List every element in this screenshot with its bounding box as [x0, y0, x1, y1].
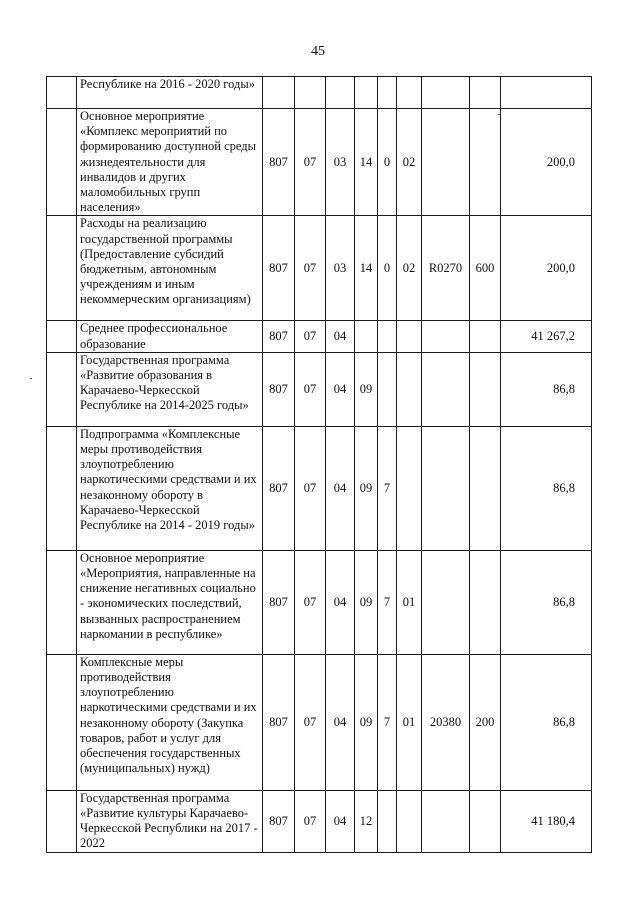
- code-direction: [422, 77, 470, 109]
- row-number-cell: [47, 352, 77, 426]
- amount: 86,8: [501, 654, 592, 790]
- code-section: 07: [295, 654, 326, 790]
- code-subsection: 04: [326, 352, 355, 426]
- table-row: [47, 550, 592, 654]
- row-name: Основное мероприятие «Мероприятия, направленные на снижение негативных социально - экономических последствий, вызванных распространением наркомании в республике»: [77, 550, 263, 654]
- row-number-cell: [47, 790, 77, 852]
- code-measure: 01: [397, 654, 422, 790]
- row-number-cell: [47, 550, 77, 654]
- code-direction: [422, 352, 470, 426]
- code-section: 07: [295, 550, 326, 654]
- table-row: [47, 654, 592, 790]
- code-section: 07: [295, 321, 326, 352]
- row-name: Государственная программа «Развитие образования в Карачаево-Черкесской Республике на 2014-2025 годы»: [77, 352, 263, 426]
- code-ved: 807: [263, 216, 295, 321]
- table-row: [47, 426, 592, 550]
- code-measure: [397, 352, 422, 426]
- row-name: Среднее профессиональное образование: [77, 321, 263, 352]
- code-program: 09: [355, 550, 378, 654]
- code-section: 07: [295, 216, 326, 321]
- code-direction: R0270: [422, 216, 470, 321]
- code-program: 12: [355, 790, 378, 852]
- table-row: [47, 352, 592, 426]
- code-measure: [397, 426, 422, 550]
- code-measure: [397, 790, 422, 852]
- code-subprogram: 0: [378, 109, 397, 216]
- code-expense-type: 600: [470, 216, 501, 321]
- row-number-cell: [47, 426, 77, 550]
- code-subprogram: [378, 352, 397, 426]
- row-name: Республике на 2016 - 2020 годы»: [77, 77, 263, 109]
- code-direction: [422, 550, 470, 654]
- code-program: [355, 321, 378, 352]
- code-measure: [397, 321, 422, 352]
- code-ved: [263, 77, 295, 109]
- code-section: 07: [295, 790, 326, 852]
- code-subprogram: [378, 790, 397, 852]
- code-direction: [422, 109, 470, 216]
- amount: 86,8: [501, 352, 592, 426]
- amount: 41 267,2: [501, 321, 592, 352]
- row-number-cell: [47, 654, 77, 790]
- code-subprogram: [378, 321, 397, 352]
- code-program: [355, 77, 378, 109]
- table-row: [47, 321, 592, 352]
- code-expense-type: [470, 352, 501, 426]
- row-number-cell: [47, 321, 77, 352]
- row-number-cell: [47, 109, 77, 216]
- code-measure: [397, 77, 422, 109]
- code-direction: [422, 426, 470, 550]
- table-row: [47, 77, 592, 109]
- amount: 86,8: [501, 550, 592, 654]
- code-expense-type: [470, 550, 501, 654]
- code-subsection: 03: [326, 109, 355, 216]
- code-ved: 807: [263, 426, 295, 550]
- code-subprogram: 7: [378, 426, 397, 550]
- code-ved: 807: [263, 654, 295, 790]
- code-program: 14: [355, 109, 378, 216]
- code-subsection: 03: [326, 216, 355, 321]
- code-expense-type: 200: [470, 654, 501, 790]
- row-name: Комплексные меры противодействия злоупотреблению наркотическими средствами и их незаконному обороту (Закупка товаров, работ и услуг для обеспечения государственных (муниципальных) нужд): [77, 654, 263, 790]
- table-row: [47, 216, 592, 321]
- code-expense-type: [470, 321, 501, 352]
- table-row: [47, 109, 592, 216]
- code-direction: 20380: [422, 654, 470, 790]
- code-subprogram: [378, 77, 397, 109]
- amount: 41 180,4: [501, 790, 592, 852]
- code-section: 07: [295, 426, 326, 550]
- code-program: 14: [355, 216, 378, 321]
- amount: 200,0: [501, 109, 592, 216]
- row-name: Подпрограмма «Комплексные меры противодействия злоупотреблению наркотическими средствами и их незаконному обороту в Карачаево-Черкесской Республике на 2014 - 2019 годы»: [77, 426, 263, 550]
- code-program: 09: [355, 426, 378, 550]
- code-measure: 02: [397, 216, 422, 321]
- code-expense-type: [470, 426, 501, 550]
- row-name: Расходы на реализацию государственной программы (Предоставление субсидий бюджетным, автономным учреждениям и иным некоммерческим организациям): [77, 216, 263, 321]
- code-program: 09: [355, 654, 378, 790]
- row-number-cell: [47, 216, 77, 321]
- amount: [501, 77, 592, 109]
- code-expense-type: [470, 790, 501, 852]
- code-ved: 807: [263, 109, 295, 216]
- code-subprogram: 0: [378, 216, 397, 321]
- table-row: [47, 790, 592, 852]
- row-name: Государственная программа «Развитие культуры Карачаево-Черкесской Республики на 2017 - 2022: [77, 790, 263, 852]
- code-direction: [422, 321, 470, 352]
- table-body: [47, 77, 592, 853]
- budget-table: [46, 76, 592, 853]
- code-section: 07: [295, 352, 326, 426]
- code-ved: 807: [263, 790, 295, 852]
- code-subprogram: 7: [378, 550, 397, 654]
- code-subsection: 04: [326, 426, 355, 550]
- row-name: Основное мероприятие «Комплекс мероприятий по формированию доступной среды жизнедеятельности для инвалидов и других маломобильных групп населения»: [77, 109, 263, 216]
- code-subsection: 04: [326, 321, 355, 352]
- code-ved: 807: [263, 321, 295, 352]
- code-subprogram: 7: [378, 654, 397, 790]
- page-number: 45: [311, 44, 325, 59]
- amount: 86,8: [501, 426, 592, 550]
- code-subsection: [326, 77, 355, 109]
- code-expense-type: [470, 109, 501, 216]
- code-direction: [422, 790, 470, 852]
- code-measure: 02: [397, 109, 422, 216]
- code-subsection: 04: [326, 550, 355, 654]
- code-program: 09: [355, 352, 378, 426]
- amount: 200,0: [501, 216, 592, 321]
- code-ved: 807: [263, 550, 295, 654]
- code-ved: 807: [263, 352, 295, 426]
- code-section: [295, 77, 326, 109]
- scan-speck: [30, 378, 32, 379]
- code-expense-type: [470, 77, 501, 109]
- code-measure: 01: [397, 550, 422, 654]
- code-section: 07: [295, 109, 326, 216]
- code-subsection: 04: [326, 654, 355, 790]
- row-number-cell: [47, 77, 77, 109]
- code-subsection: 04: [326, 790, 355, 852]
